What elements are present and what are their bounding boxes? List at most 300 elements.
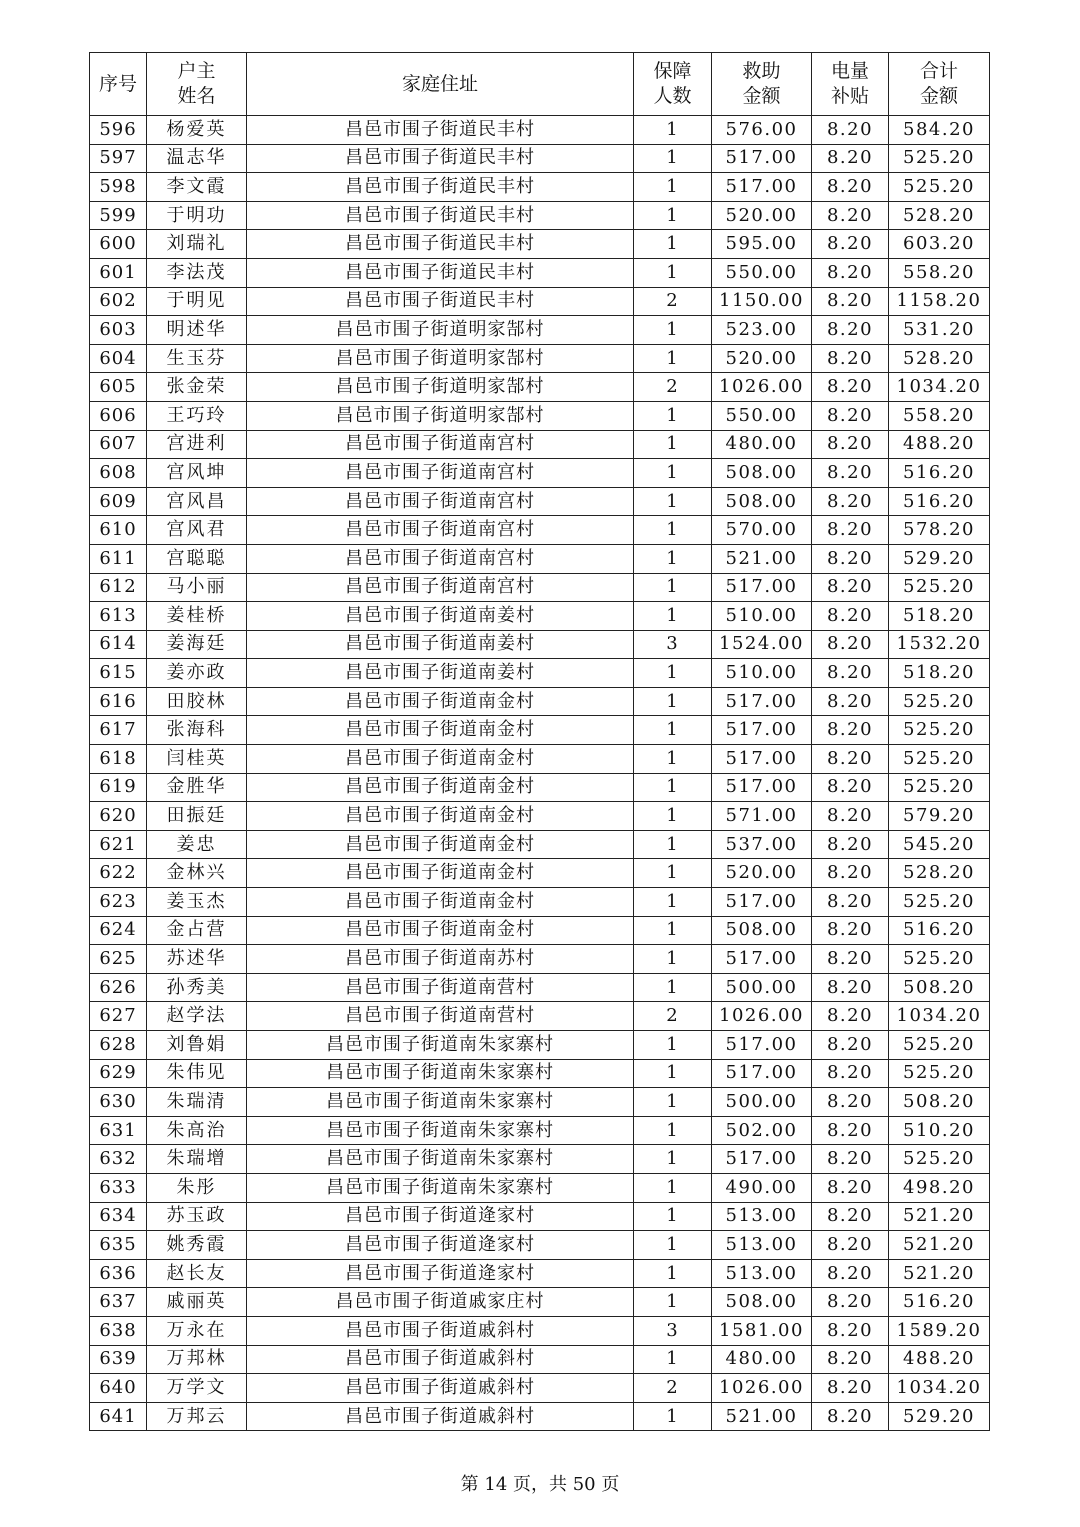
cell-people: 1 [634, 859, 712, 888]
cell-aid: 1026.00 [712, 1002, 812, 1031]
cell-name: 万邦林 [147, 1345, 247, 1374]
table-row [90, 659, 990, 688]
table-row [90, 201, 990, 230]
cell-aid: 517.00 [712, 1145, 812, 1174]
table-row [90, 1088, 990, 1117]
table-row [90, 287, 990, 316]
cell-total: 525.20 [889, 745, 990, 774]
cell-aid: 510.00 [712, 602, 812, 631]
cell-total: 516.20 [889, 1288, 990, 1317]
cell-people: 2 [634, 373, 712, 402]
cell-address: 昌邑市围子街道戚斜村 [247, 1374, 634, 1403]
page-footer: 第 14 页，共 50 页 [460, 1474, 620, 1495]
cell-people: 1 [634, 258, 712, 287]
table-row [90, 830, 990, 859]
cell-power: 8.20 [812, 316, 889, 345]
cell-aid: 517.00 [712, 1059, 812, 1088]
cell-address: 昌邑市围子街道南金村 [247, 916, 634, 945]
cell-power: 8.20 [812, 1145, 889, 1174]
cell-people: 1 [634, 1202, 712, 1231]
cell-seq: 600 [90, 230, 147, 259]
cell-seq: 610 [90, 516, 147, 545]
cell-seq: 621 [90, 830, 147, 859]
cell-people: 1 [634, 1145, 712, 1174]
table-row [90, 344, 990, 373]
cell-name: 生玉芬 [147, 344, 247, 373]
cell-total: 518.20 [889, 659, 990, 688]
cell-seq: 626 [90, 973, 147, 1002]
table-row [90, 745, 990, 774]
cell-power: 8.20 [812, 1088, 889, 1117]
cell-people: 1 [634, 945, 712, 974]
cell-seq: 628 [90, 1031, 147, 1060]
cell-people: 1 [634, 144, 712, 173]
cell-seq: 636 [90, 1259, 147, 1288]
cell-name: 宫进利 [147, 430, 247, 459]
table-row [90, 1145, 990, 1174]
cell-power: 8.20 [812, 1288, 889, 1317]
table-row [90, 973, 990, 1002]
table-row [90, 1345, 990, 1374]
cell-power: 8.20 [812, 716, 889, 745]
cell-power: 8.20 [812, 859, 889, 888]
cell-aid: 595.00 [712, 230, 812, 259]
cell-power: 8.20 [812, 1059, 889, 1088]
cell-address: 昌邑市围子街道戚斜村 [247, 1345, 634, 1374]
cell-power: 8.20 [812, 459, 889, 488]
table-row [90, 1288, 990, 1317]
cell-address: 昌邑市围子街道南金村 [247, 802, 634, 831]
cell-aid: 1524.00 [712, 630, 812, 659]
cell-aid: 508.00 [712, 1288, 812, 1317]
cell-total: 1034.20 [889, 1374, 990, 1403]
cell-total: 525.20 [889, 773, 990, 802]
cell-aid: 1581.00 [712, 1316, 812, 1345]
table-row [90, 945, 990, 974]
cell-name: 苏玉政 [147, 1202, 247, 1231]
cell-total: 1589.20 [889, 1316, 990, 1345]
cell-aid: 570.00 [712, 516, 812, 545]
cell-address: 昌邑市围子街道南宫村 [247, 487, 634, 516]
cell-seq: 597 [90, 144, 147, 173]
cell-total: 488.20 [889, 430, 990, 459]
cell-address: 昌邑市围子街道明家郜村 [247, 316, 634, 345]
cell-seq: 640 [90, 1374, 147, 1403]
cell-address: 昌邑市围子街道民丰村 [247, 116, 634, 145]
cell-seq: 638 [90, 1316, 147, 1345]
cell-people: 1 [634, 116, 712, 145]
table-row [90, 802, 990, 831]
cell-seq: 617 [90, 716, 147, 745]
cell-address: 昌邑市围子街道明家郜村 [247, 401, 634, 430]
cell-total: 528.20 [889, 344, 990, 373]
cell-seq: 607 [90, 430, 147, 459]
table-row [90, 459, 990, 488]
table-row [90, 487, 990, 516]
table-row [90, 916, 990, 945]
cell-name: 朱瑞清 [147, 1088, 247, 1117]
table-row [90, 258, 990, 287]
cell-aid: 513.00 [712, 1231, 812, 1260]
cell-total: 531.20 [889, 316, 990, 345]
cell-power: 8.20 [812, 1231, 889, 1260]
cell-power: 8.20 [812, 116, 889, 145]
cell-aid: 517.00 [712, 687, 812, 716]
cell-power: 8.20 [812, 773, 889, 802]
cell-name: 金林兴 [147, 859, 247, 888]
table-row [90, 1059, 990, 1088]
table-row [90, 573, 990, 602]
cell-name: 于明功 [147, 201, 247, 230]
cell-power: 8.20 [812, 745, 889, 774]
cell-address: 昌邑市围子街道民丰村 [247, 173, 634, 202]
table-row [90, 1259, 990, 1288]
cell-aid: 1026.00 [712, 1374, 812, 1403]
cell-name: 李法茂 [147, 258, 247, 287]
cell-address: 昌邑市围子街道南姜村 [247, 630, 634, 659]
header-aid: 救助金额 [712, 53, 812, 116]
cell-people: 1 [634, 401, 712, 430]
cell-total: 1034.20 [889, 1002, 990, 1031]
cell-name: 宫风昌 [147, 487, 247, 516]
cell-power: 8.20 [812, 1374, 889, 1403]
cell-power: 8.20 [812, 373, 889, 402]
table-row [90, 1116, 990, 1145]
cell-name: 万永在 [147, 1316, 247, 1345]
cell-total: 525.20 [889, 173, 990, 202]
cell-address: 昌邑市围子街道南金村 [247, 716, 634, 745]
cell-people: 1 [634, 1031, 712, 1060]
cell-name: 姜忠 [147, 830, 247, 859]
cell-power: 8.20 [812, 1259, 889, 1288]
cell-address: 昌邑市围子街道明家郜村 [247, 344, 634, 373]
cell-aid: 1026.00 [712, 373, 812, 402]
cell-aid: 521.00 [712, 544, 812, 573]
cell-total: 603.20 [889, 230, 990, 259]
cell-aid: 500.00 [712, 973, 812, 1002]
cell-name: 张海科 [147, 716, 247, 745]
cell-total: 525.20 [889, 1031, 990, 1060]
cell-people: 1 [634, 602, 712, 631]
cell-people: 3 [634, 630, 712, 659]
cell-people: 1 [634, 516, 712, 545]
cell-total: 525.20 [889, 144, 990, 173]
cell-total: 525.20 [889, 888, 990, 917]
cell-total: 545.20 [889, 830, 990, 859]
header-name: 户主姓名 [147, 53, 247, 116]
cell-aid: 508.00 [712, 459, 812, 488]
table-row [90, 316, 990, 345]
cell-address: 昌邑市围子街道民丰村 [247, 287, 634, 316]
cell-power: 8.20 [812, 888, 889, 917]
cell-address: 昌邑市围子街道南金村 [247, 773, 634, 802]
cell-address: 昌邑市围子街道南朱家寨村 [247, 1088, 634, 1117]
cell-name: 万学文 [147, 1374, 247, 1403]
cell-name: 张金荣 [147, 373, 247, 402]
cell-aid: 521.00 [712, 1402, 812, 1431]
cell-power: 8.20 [812, 201, 889, 230]
cell-address: 昌邑市围子街道南营村 [247, 973, 634, 1002]
cell-address: 昌邑市围子街道南营村 [247, 1002, 634, 1031]
cell-seq: 613 [90, 602, 147, 631]
cell-total: 558.20 [889, 258, 990, 287]
cell-name: 田振廷 [147, 802, 247, 831]
cell-address: 昌邑市围子街道南朱家寨村 [247, 1116, 634, 1145]
cell-power: 8.20 [812, 1031, 889, 1060]
cell-name: 姜亦政 [147, 659, 247, 688]
cell-seq: 606 [90, 401, 147, 430]
cell-seq: 629 [90, 1059, 147, 1088]
cell-power: 8.20 [812, 144, 889, 173]
cell-people: 1 [634, 1345, 712, 1374]
cell-power: 8.20 [812, 630, 889, 659]
cell-seq: 623 [90, 888, 147, 917]
cell-total: 584.20 [889, 116, 990, 145]
cell-total: 528.20 [889, 201, 990, 230]
cell-total: 508.20 [889, 973, 990, 1002]
cell-address: 昌邑市围子街道南金村 [247, 859, 634, 888]
cell-aid: 517.00 [712, 716, 812, 745]
cell-address: 昌邑市围子街道民丰村 [247, 230, 634, 259]
cell-people: 1 [634, 716, 712, 745]
cell-people: 1 [634, 173, 712, 202]
cell-seq: 627 [90, 1002, 147, 1031]
cell-aid: 513.00 [712, 1202, 812, 1231]
cell-total: 518.20 [889, 602, 990, 631]
cell-power: 8.20 [812, 401, 889, 430]
cell-name: 赵长友 [147, 1259, 247, 1288]
table-row [90, 1002, 990, 1031]
cell-seq: 632 [90, 1145, 147, 1174]
cell-people: 1 [634, 344, 712, 373]
cell-seq: 622 [90, 859, 147, 888]
cell-aid: 576.00 [712, 116, 812, 145]
cell-address: 昌邑市围子街道南朱家寨村 [247, 1145, 634, 1174]
table-row [90, 544, 990, 573]
cell-seq: 637 [90, 1288, 147, 1317]
cell-aid: 490.00 [712, 1173, 812, 1202]
cell-name: 金占营 [147, 916, 247, 945]
cell-people: 1 [634, 430, 712, 459]
cell-name: 朱伟见 [147, 1059, 247, 1088]
cell-people: 1 [634, 201, 712, 230]
cell-aid: 517.00 [712, 945, 812, 974]
header-seq: 序号 [90, 53, 147, 116]
cell-aid: 513.00 [712, 1259, 812, 1288]
cell-power: 8.20 [812, 573, 889, 602]
header-total: 合计金额 [889, 53, 990, 116]
cell-address: 昌邑市围子街道南姜村 [247, 602, 634, 631]
cell-power: 8.20 [812, 173, 889, 202]
cell-aid: 480.00 [712, 1345, 812, 1374]
table-row [90, 401, 990, 430]
cell-address: 昌邑市围子街道南金村 [247, 745, 634, 774]
cell-name: 刘鲁娟 [147, 1031, 247, 1060]
header-address: 家庭住址 [247, 53, 634, 116]
cell-seq: 615 [90, 659, 147, 688]
cell-people: 1 [634, 745, 712, 774]
cell-total: 525.20 [889, 945, 990, 974]
cell-name: 李文霞 [147, 173, 247, 202]
cell-people: 1 [634, 1288, 712, 1317]
cell-people: 1 [634, 802, 712, 831]
cell-people: 1 [634, 773, 712, 802]
cell-power: 8.20 [812, 430, 889, 459]
cell-total: 521.20 [889, 1231, 990, 1260]
cell-seq: 635 [90, 1231, 147, 1260]
cell-name: 朱彤 [147, 1173, 247, 1202]
cell-people: 1 [634, 1259, 712, 1288]
table-row [90, 173, 990, 202]
cell-people: 1 [634, 659, 712, 688]
cell-total: 1532.20 [889, 630, 990, 659]
cell-people: 2 [634, 1002, 712, 1031]
cell-seq: 618 [90, 745, 147, 774]
cell-address: 昌邑市围子街道民丰村 [247, 201, 634, 230]
cell-aid: 571.00 [712, 802, 812, 831]
cell-power: 8.20 [812, 830, 889, 859]
cell-aid: 517.00 [712, 888, 812, 917]
cell-name: 温志华 [147, 144, 247, 173]
cell-seq: 602 [90, 287, 147, 316]
cell-name: 朱高治 [147, 1116, 247, 1145]
cell-total: 516.20 [889, 487, 990, 516]
cell-aid: 520.00 [712, 344, 812, 373]
cell-address: 昌邑市围子街道逄家村 [247, 1231, 634, 1260]
cell-seq: 616 [90, 687, 147, 716]
cell-total: 1034.20 [889, 373, 990, 402]
cell-people: 1 [634, 687, 712, 716]
cell-power: 8.20 [812, 945, 889, 974]
cell-total: 525.20 [889, 687, 990, 716]
cell-people: 1 [634, 1402, 712, 1431]
cell-total: 516.20 [889, 916, 990, 945]
cell-name: 杨爱英 [147, 116, 247, 145]
header-people: 保障人数 [634, 53, 712, 116]
cell-name: 姜玉杰 [147, 888, 247, 917]
cell-seq: 605 [90, 373, 147, 402]
cell-people: 1 [634, 1173, 712, 1202]
cell-total: 529.20 [889, 544, 990, 573]
cell-address: 昌邑市围子街道南金村 [247, 888, 634, 917]
cell-power: 8.20 [812, 1002, 889, 1031]
cell-address: 昌邑市围子街道南宫村 [247, 544, 634, 573]
cell-power: 8.20 [812, 1345, 889, 1374]
cell-address: 昌邑市围子街道南金村 [247, 830, 634, 859]
cell-people: 1 [634, 316, 712, 345]
cell-name: 马小丽 [147, 573, 247, 602]
table-row [90, 888, 990, 917]
cell-address: 昌邑市围子街道南金村 [247, 687, 634, 716]
cell-address: 昌邑市围子街道南宫村 [247, 516, 634, 545]
cell-people: 1 [634, 1059, 712, 1088]
cell-name: 姚秀霞 [147, 1231, 247, 1260]
cell-address: 昌邑市围子街道戚斜村 [247, 1402, 634, 1431]
cell-total: 510.20 [889, 1116, 990, 1145]
cell-total: 498.20 [889, 1173, 990, 1202]
cell-address: 昌邑市围子街道南苏村 [247, 945, 634, 974]
cell-name: 宫风君 [147, 516, 247, 545]
cell-name: 姜海廷 [147, 630, 247, 659]
cell-seq: 603 [90, 316, 147, 345]
cell-power: 8.20 [812, 230, 889, 259]
cell-address: 昌邑市围子街道逄家村 [247, 1259, 634, 1288]
table-row [90, 1202, 990, 1231]
table-row [90, 602, 990, 631]
cell-seq: 596 [90, 116, 147, 145]
table-row [90, 687, 990, 716]
cell-aid: 520.00 [712, 859, 812, 888]
cell-aid: 508.00 [712, 487, 812, 516]
cell-address: 昌邑市围子街道南姜村 [247, 659, 634, 688]
cell-people: 1 [634, 487, 712, 516]
cell-power: 8.20 [812, 916, 889, 945]
cell-name: 金胜华 [147, 773, 247, 802]
cell-total: 1158.20 [889, 287, 990, 316]
cell-name: 孙秀美 [147, 973, 247, 1002]
cell-aid: 537.00 [712, 830, 812, 859]
cell-people: 2 [634, 1374, 712, 1403]
cell-seq: 634 [90, 1202, 147, 1231]
cell-address: 昌邑市围子街道逄家村 [247, 1202, 634, 1231]
cell-total: 516.20 [889, 459, 990, 488]
cell-total: 525.20 [889, 1145, 990, 1174]
cell-seq: 624 [90, 916, 147, 945]
cell-people: 3 [634, 1316, 712, 1345]
cell-total: 528.20 [889, 859, 990, 888]
cell-power: 8.20 [812, 602, 889, 631]
cell-aid: 550.00 [712, 258, 812, 287]
cell-people: 1 [634, 973, 712, 1002]
cell-aid: 517.00 [712, 745, 812, 774]
cell-seq: 630 [90, 1088, 147, 1117]
cell-aid: 508.00 [712, 916, 812, 945]
cell-seq: 625 [90, 945, 147, 974]
cell-power: 8.20 [812, 659, 889, 688]
table-row [90, 1231, 990, 1260]
cell-people: 1 [634, 573, 712, 602]
cell-total: 521.20 [889, 1202, 990, 1231]
cell-seq: 633 [90, 1173, 147, 1202]
cell-name: 朱瑞增 [147, 1145, 247, 1174]
cell-power: 8.20 [812, 802, 889, 831]
cell-power: 8.20 [812, 1402, 889, 1431]
cell-aid: 550.00 [712, 401, 812, 430]
cell-power: 8.20 [812, 1173, 889, 1202]
cell-total: 558.20 [889, 401, 990, 430]
cell-name: 赵学法 [147, 1002, 247, 1031]
cell-seq: 598 [90, 173, 147, 202]
cell-aid: 517.00 [712, 144, 812, 173]
cell-people: 1 [634, 888, 712, 917]
cell-seq: 601 [90, 258, 147, 287]
table-row [90, 630, 990, 659]
cell-name: 姜桂桥 [147, 602, 247, 631]
cell-total: 578.20 [889, 516, 990, 545]
cell-name: 苏述华 [147, 945, 247, 974]
cell-power: 8.20 [812, 1316, 889, 1345]
cell-aid: 1150.00 [712, 287, 812, 316]
cell-power: 8.20 [812, 687, 889, 716]
cell-address: 昌邑市围子街道南朱家寨村 [247, 1031, 634, 1060]
cell-total: 508.20 [889, 1088, 990, 1117]
cell-name: 明述华 [147, 316, 247, 345]
cell-people: 1 [634, 459, 712, 488]
cell-name: 万邦云 [147, 1402, 247, 1431]
cell-seq: 620 [90, 802, 147, 831]
cell-people: 1 [634, 916, 712, 945]
cell-seq: 608 [90, 459, 147, 488]
